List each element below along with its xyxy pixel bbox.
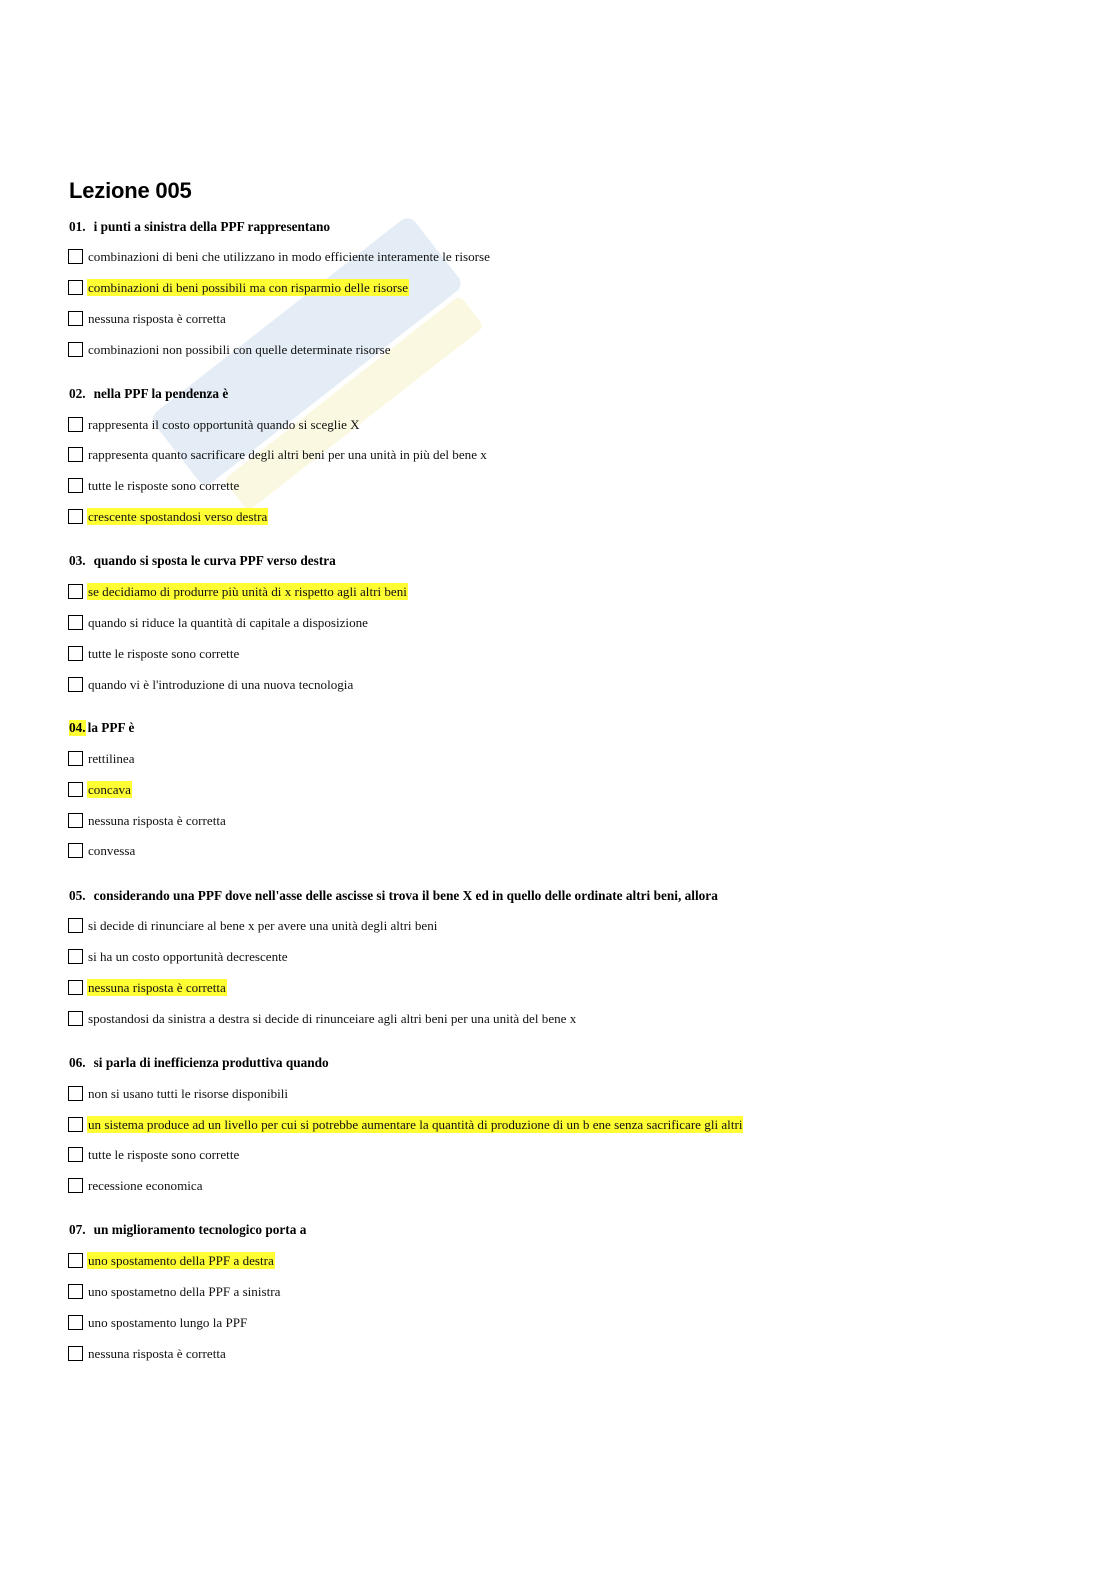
- question-3: [69, 553, 336, 569]
- answer-option[interactable]: [68, 446, 488, 463]
- answer-checkbox[interactable]: [68, 280, 83, 295]
- question-2: [69, 386, 228, 402]
- answer-checkbox[interactable]: [68, 751, 83, 766]
- question-text: quando si sposta le curva PPF verso destra: [93, 553, 336, 568]
- question-4: [69, 720, 134, 736]
- answer-checkbox[interactable]: [68, 646, 83, 661]
- answer-label: nessuna risposta è corretta: [88, 813, 226, 828]
- question-5: [69, 888, 718, 904]
- answer-checkbox[interactable]: [68, 1315, 83, 1330]
- answer-label: recessione economica: [88, 1178, 203, 1193]
- question-text: si parla di inefficienza produttiva quando: [93, 1055, 329, 1070]
- answer-label: nessuna risposta è corretta: [88, 311, 226, 326]
- answer-option[interactable]: [68, 248, 491, 265]
- answer-label: rappresenta il costo opportunità quando si sceglie X: [88, 417, 360, 432]
- question-number: 07.: [69, 1222, 86, 1237]
- answer-option[interactable]: [68, 842, 136, 859]
- answer-label: rettilinea: [88, 751, 135, 766]
- answer-label: tutte le risposte sono corrette: [88, 646, 240, 661]
- question-number: 02.: [69, 386, 86, 401]
- answer-label: un sistema produce ad un livello per cui si potrebbe aumentare la quantità di produzione di un b ene senza sacrificare gli altri: [88, 1117, 743, 1132]
- answer-label: tutte le risposte sono corrette: [88, 1147, 240, 1162]
- answer-label: rappresenta quanto sacrificare degli altri beni per una unità in più del bene x: [88, 447, 487, 462]
- answer-checkbox[interactable]: [68, 1011, 83, 1026]
- answer-checkbox[interactable]: [68, 1346, 83, 1361]
- answer-checkbox[interactable]: [68, 843, 83, 858]
- answer-checkbox[interactable]: [68, 1147, 83, 1162]
- answer-label: non si usano tutti le risorse disponibili: [88, 1086, 289, 1101]
- answer-label: si decide di rinunciare al bene x per avere una unità degli altri beni: [88, 918, 438, 933]
- answer-label: concava: [88, 782, 131, 797]
- question-text: i punti a sinistra della PPF rappresentano: [93, 219, 331, 234]
- answer-label: quando si riduce la quantità di capitale a disposizione: [88, 615, 368, 630]
- question-text: nella PPF la pendenza è: [93, 386, 229, 401]
- answer-option[interactable]: [68, 341, 392, 358]
- question-text: la PPF è: [87, 720, 135, 735]
- answer-checkbox[interactable]: [68, 417, 83, 432]
- answer-option-correct[interactable]: [68, 781, 132, 798]
- answer-label: uno spostamento della PPF a destra: [88, 1253, 274, 1268]
- question-text: considerando una PPF dove nell'asse delle ascisse si trova il bene X ed in quello delle ordinate altri beni, allora: [93, 888, 718, 903]
- answer-option[interactable]: [68, 645, 240, 662]
- answer-option-correct[interactable]: [68, 1116, 743, 1133]
- answer-checkbox[interactable]: [68, 584, 83, 599]
- answer-option-correct[interactable]: [68, 279, 409, 296]
- answer-option-correct[interactable]: [68, 1252, 275, 1269]
- answer-option[interactable]: [68, 614, 369, 631]
- answer-label: quando vi è l'introduzione di una nuova tecnologia: [88, 677, 354, 692]
- answer-checkbox[interactable]: [68, 509, 83, 524]
- answer-checkbox[interactable]: [68, 1117, 83, 1132]
- answer-option[interactable]: [68, 676, 354, 693]
- answer-checkbox[interactable]: [68, 447, 83, 462]
- question-6: [69, 1055, 329, 1071]
- answer-option[interactable]: [68, 917, 438, 934]
- answer-label: nessuna risposta è corretta: [88, 980, 226, 995]
- lesson-title: Lezione 005: [69, 178, 192, 203]
- answer-option-correct[interactable]: [68, 508, 268, 525]
- answer-option[interactable]: [68, 310, 227, 327]
- answer-checkbox[interactable]: [68, 1284, 83, 1299]
- answer-checkbox[interactable]: [68, 1253, 83, 1268]
- answer-label: combinazioni di beni possibili ma con risparmio delle risorse: [88, 280, 409, 295]
- answer-checkbox[interactable]: [68, 615, 83, 630]
- answer-option[interactable]: [68, 1314, 248, 1331]
- answer-checkbox[interactable]: [68, 677, 83, 692]
- answer-checkbox[interactable]: [68, 478, 83, 493]
- answer-label: convessa: [88, 843, 136, 858]
- answer-label: crescente spostandosi verso destra: [88, 509, 268, 524]
- answer-label: uno spostametno della PPF a sinistra: [88, 1284, 281, 1299]
- answer-option[interactable]: [68, 1345, 227, 1362]
- question-text: un miglioramento tecnologico porta a: [93, 1222, 307, 1237]
- answer-label: nessuna risposta è corretta: [88, 1346, 226, 1361]
- question-number: 04.: [69, 720, 86, 735]
- answer-checkbox[interactable]: [68, 813, 83, 828]
- question-number: 06.: [69, 1055, 86, 1070]
- answer-checkbox[interactable]: [68, 782, 83, 797]
- answer-option[interactable]: [68, 750, 136, 767]
- answer-option[interactable]: [68, 1146, 240, 1163]
- answer-option[interactable]: [68, 1010, 577, 1027]
- answer-checkbox[interactable]: [68, 1178, 83, 1193]
- answer-checkbox[interactable]: [68, 1086, 83, 1101]
- answer-label: uno spostamento lungo la PPF: [88, 1315, 248, 1330]
- answer-label: spostandosi da sinistra a destra si decide di rinunceiare agli altri beni per una unità del bene x: [88, 1011, 577, 1026]
- question-7: [69, 1222, 306, 1238]
- answer-option-correct[interactable]: [68, 583, 408, 600]
- answer-option[interactable]: [68, 1177, 204, 1194]
- answer-label: combinazioni non possibili con quelle determinate risorse: [88, 342, 391, 357]
- question-number: 03.: [69, 553, 86, 568]
- answer-checkbox[interactable]: [68, 311, 83, 326]
- answer-option[interactable]: [68, 416, 361, 433]
- question-1: [69, 219, 330, 235]
- answer-checkbox[interactable]: [68, 249, 83, 264]
- answer-option[interactable]: [68, 1085, 289, 1102]
- answer-label: tutte le risposte sono corrette: [88, 478, 240, 493]
- answer-label: si ha un costo opportunità decrescente: [88, 949, 288, 964]
- answer-checkbox[interactable]: [68, 342, 83, 357]
- answer-option[interactable]: [68, 477, 240, 494]
- answer-checkbox[interactable]: [68, 918, 83, 933]
- answer-option[interactable]: [68, 1283, 281, 1300]
- answer-option-correct[interactable]: [68, 979, 227, 996]
- answer-option[interactable]: [68, 812, 227, 829]
- answer-checkbox[interactable]: [68, 980, 83, 995]
- answer-label: combinazioni di beni che utilizzano in modo efficiente interamente le risorse: [88, 249, 490, 264]
- answer-label: se decidiamo di produrre più unità di x rispetto agli altri beni: [88, 584, 407, 599]
- answer-option[interactable]: [68, 948, 289, 965]
- answer-checkbox[interactable]: [68, 949, 83, 964]
- question-number: 01.: [69, 219, 86, 234]
- question-number: 05.: [69, 888, 86, 903]
